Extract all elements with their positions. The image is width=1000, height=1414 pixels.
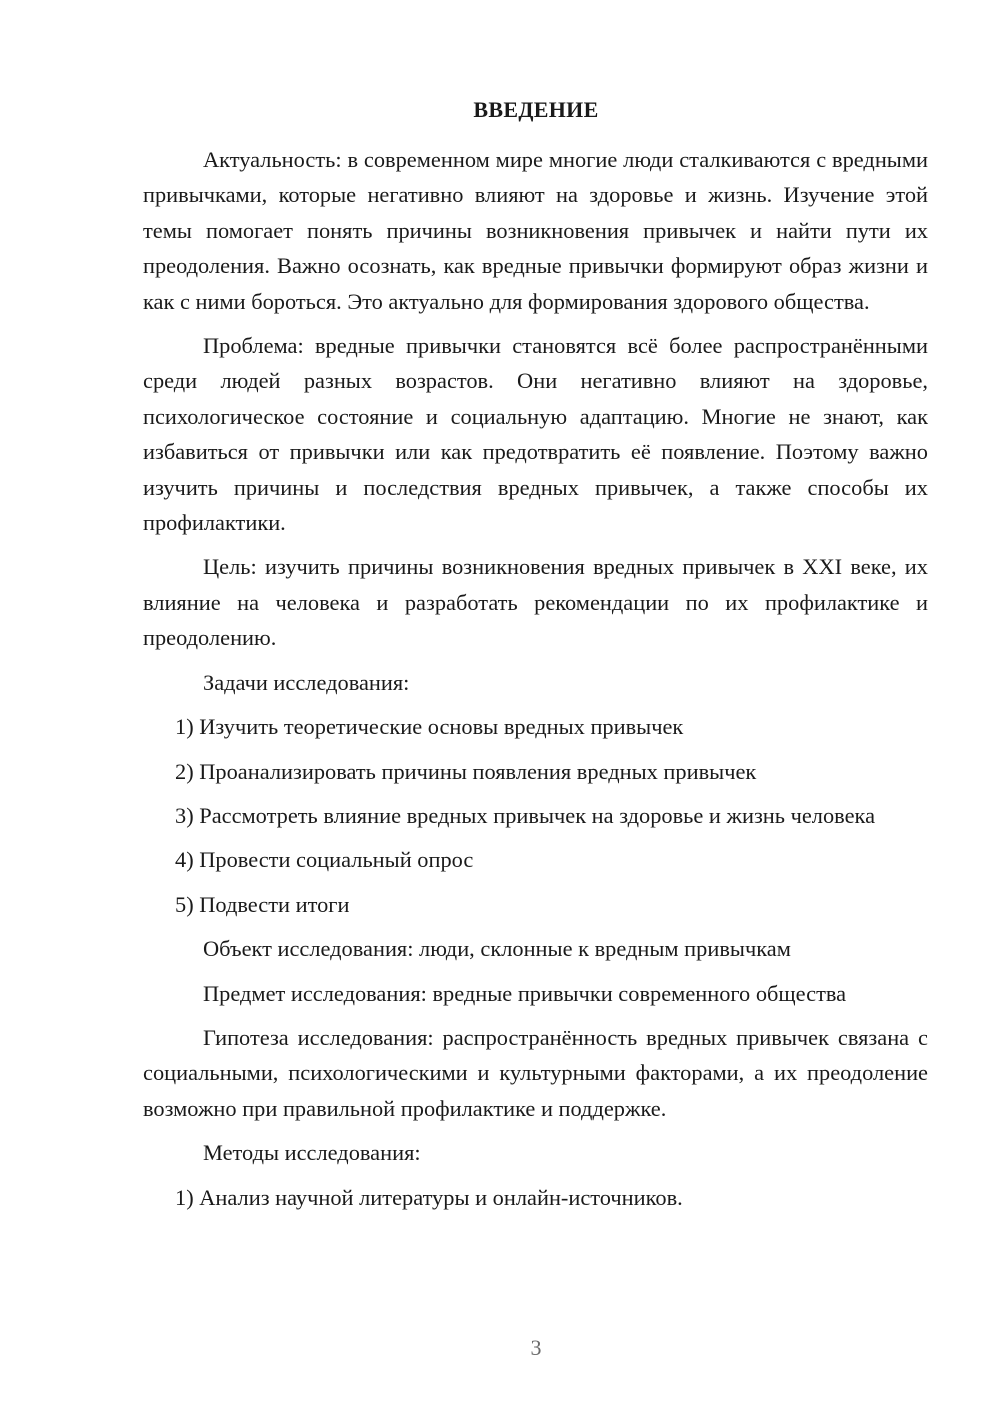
hypothesis-paragraph: Гипотеза исследования: распространённость вредных привычек связана с социальными, психологическими и культурными факторами, а их преодоление возможно при правильной профилактике и поддержке. <box>143 1024 928 1121</box>
task-item: 3) Рассмотреть влияние вредных привычек на здоровье и жизнь человека <box>175 802 876 828</box>
goal-paragraph: Цель: изучить причины возникновения вредных привычек в XXI веке, их влияние на человека и разработать рекомендации по их профилактике и преодолению. <box>143 554 928 651</box>
subject-paragraph: Предмет исследования: вредные привычки современного общества <box>203 980 847 1006</box>
task-item: 4) Провести социальный опрос <box>175 847 474 873</box>
body-text <box>143 142 928 1224</box>
object-paragraph: Объект исследования: люди, склонные к вредным привычкам <box>203 936 791 962</box>
section-heading: ВВЕДЕНИЕ <box>473 97 599 122</box>
problem-paragraph: Проблема: вредные привычки становятся всё более распространёнными среди людей разных возрастов. Они негативно влияют на здоровье, психологическое состояние и социальную адаптацию. Многие не знают, как избавиться от привычки или как предотвратить её появление. Поэтому важно изучить причины и последствия вредных привычек, а также способы их профилактики. <box>143 333 928 536</box>
task-item: 1) Изучить теоретические основы вредных привычек <box>175 714 684 740</box>
methods-title: Методы исследования: <box>203 1140 421 1166</box>
task-item: 5) Подвести итоги <box>175 891 350 917</box>
relevance-paragraph: Актуальность: в современном мире многие люди сталкиваются с вредными привычками, которые негативно влияют на здоровье и жизнь. Изучение этой темы помогает понять причины возникновения привычек и найти пути их преодоления. Важно осознать, как вредные привычки формируют образ жизни и как с ними бороться. Это актуально для формирования здорового общества. <box>143 147 928 314</box>
tasks-title: Задачи исследования: <box>203 669 410 695</box>
task-item: 2) Проанализировать причины появления вредных привычек <box>175 758 757 784</box>
page-number: 3 <box>530 1335 542 1360</box>
method-item: 1) Анализ научной литературы и онлайн-источников. <box>175 1184 683 1210</box>
